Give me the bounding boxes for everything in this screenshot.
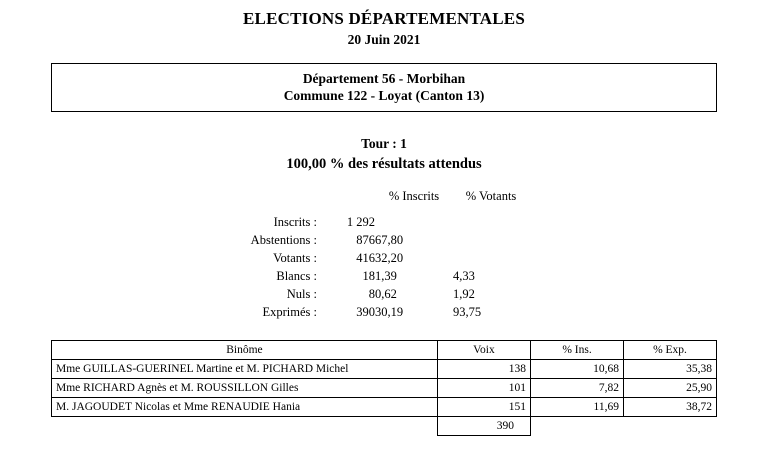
row-voix: 101 [437,379,530,398]
location-box [51,63,717,112]
departement-label: Département 56 - Morbihan [302,71,466,86]
row-pct-exp: 38,72 [624,398,717,417]
row-pct-ins: 11,69 [531,398,624,417]
row-voix: 138 [437,360,530,379]
stats-pct-votants-header: % Votants [465,189,517,203]
row-pct-ins: 10,68 [531,360,624,379]
stats-table [212,189,529,321]
stats-row [212,267,529,285]
stats-row-pct-inscrits: 0,62 [375,286,397,301]
stats-row-pct-inscrits: 1,39 [375,268,397,283]
total-row-spacer-exp [624,417,717,436]
row-binome: M. JAGOUDET Nicolas et Mme RENAUDIE Hania [52,398,438,417]
stats-row-pct-votants [453,249,529,267]
stats-row-value: 390 [356,304,375,319]
stats-row-label: Abstentions : [250,232,317,247]
commune-label: Commune 122 - Loyat (Canton 13) [283,88,485,103]
stats-row [212,303,529,321]
election-date: 20 Juin 2021 [347,32,421,47]
table-row [52,360,717,379]
total-row-spacer-ins [531,417,624,436]
results-header-row [52,341,717,360]
column-header-voix: Voix [437,341,530,360]
document-page [0,9,768,453]
row-pct-exp: 35,38 [624,360,717,379]
row-pct-ins: 7,82 [531,379,624,398]
stats-row-label: Exprimés : [262,304,317,319]
column-header-pct-exp: % Exp. [624,341,717,360]
total-voix: 390 [437,417,530,436]
stats-row-label: Votants : [273,250,317,265]
column-header-binome: Binôme [52,341,438,360]
stats-label-header [212,189,317,213]
stats-row-pct-inscrits: 30,19 [375,304,404,319]
stats-row-pct-votants [453,231,529,249]
stats-row-value: 8 [368,286,375,301]
table-row [52,379,717,398]
stats-row-pct-votants: 1,92 [453,286,475,301]
table-row [52,398,717,417]
row-pct-exp: 25,90 [624,379,717,398]
page-title: ELECTIONS DÉPARTEMENTALES [243,9,525,28]
total-row [52,417,717,436]
results-expected-label: 100,00 % des résultats attendus [286,156,482,172]
stats-row-value: 416 [356,250,375,265]
stats-row-value: 18 [362,268,375,283]
stats-value-header [317,189,375,213]
row-binome: Mme RICHARD Agnès et M. ROUSSILLON Gilles [52,379,438,398]
stats-section [0,189,768,321]
row-binome: Mme GUILLAS-GUERINEL Martine et M. PICHARD Michel [52,360,438,379]
stats-row-label: Blancs : [276,268,317,283]
stats-header-row [212,189,529,213]
stats-row-label: Nuls : [286,286,317,301]
results-table [51,340,717,436]
total-row-spacer [52,417,438,436]
stats-row [212,231,529,249]
stats-row-pct-inscrits: 32,20 [375,250,404,265]
stats-row [212,249,529,267]
row-voix: 151 [437,398,530,417]
stats-row-pct-inscrits: 67,80 [375,232,404,247]
results-section [51,340,717,436]
stats-row-pct-votants: 4,33 [453,268,475,283]
stats-row-label: Inscrits : [273,214,317,229]
stats-row-value: 876 [356,232,375,247]
stats-pct-inscrits-header: % Inscrits [388,189,440,203]
stats-row-value: 1 292 [346,214,375,229]
stats-row-pct-votants: 93,75 [453,304,482,319]
column-header-pct-ins: % Ins. [531,341,624,360]
stats-row-pct-inscrits [375,213,453,231]
stats-row-pct-votants [453,213,529,231]
tour-label: Tour : 1 [361,136,407,151]
stats-row [212,213,529,231]
stats-row [212,285,529,303]
